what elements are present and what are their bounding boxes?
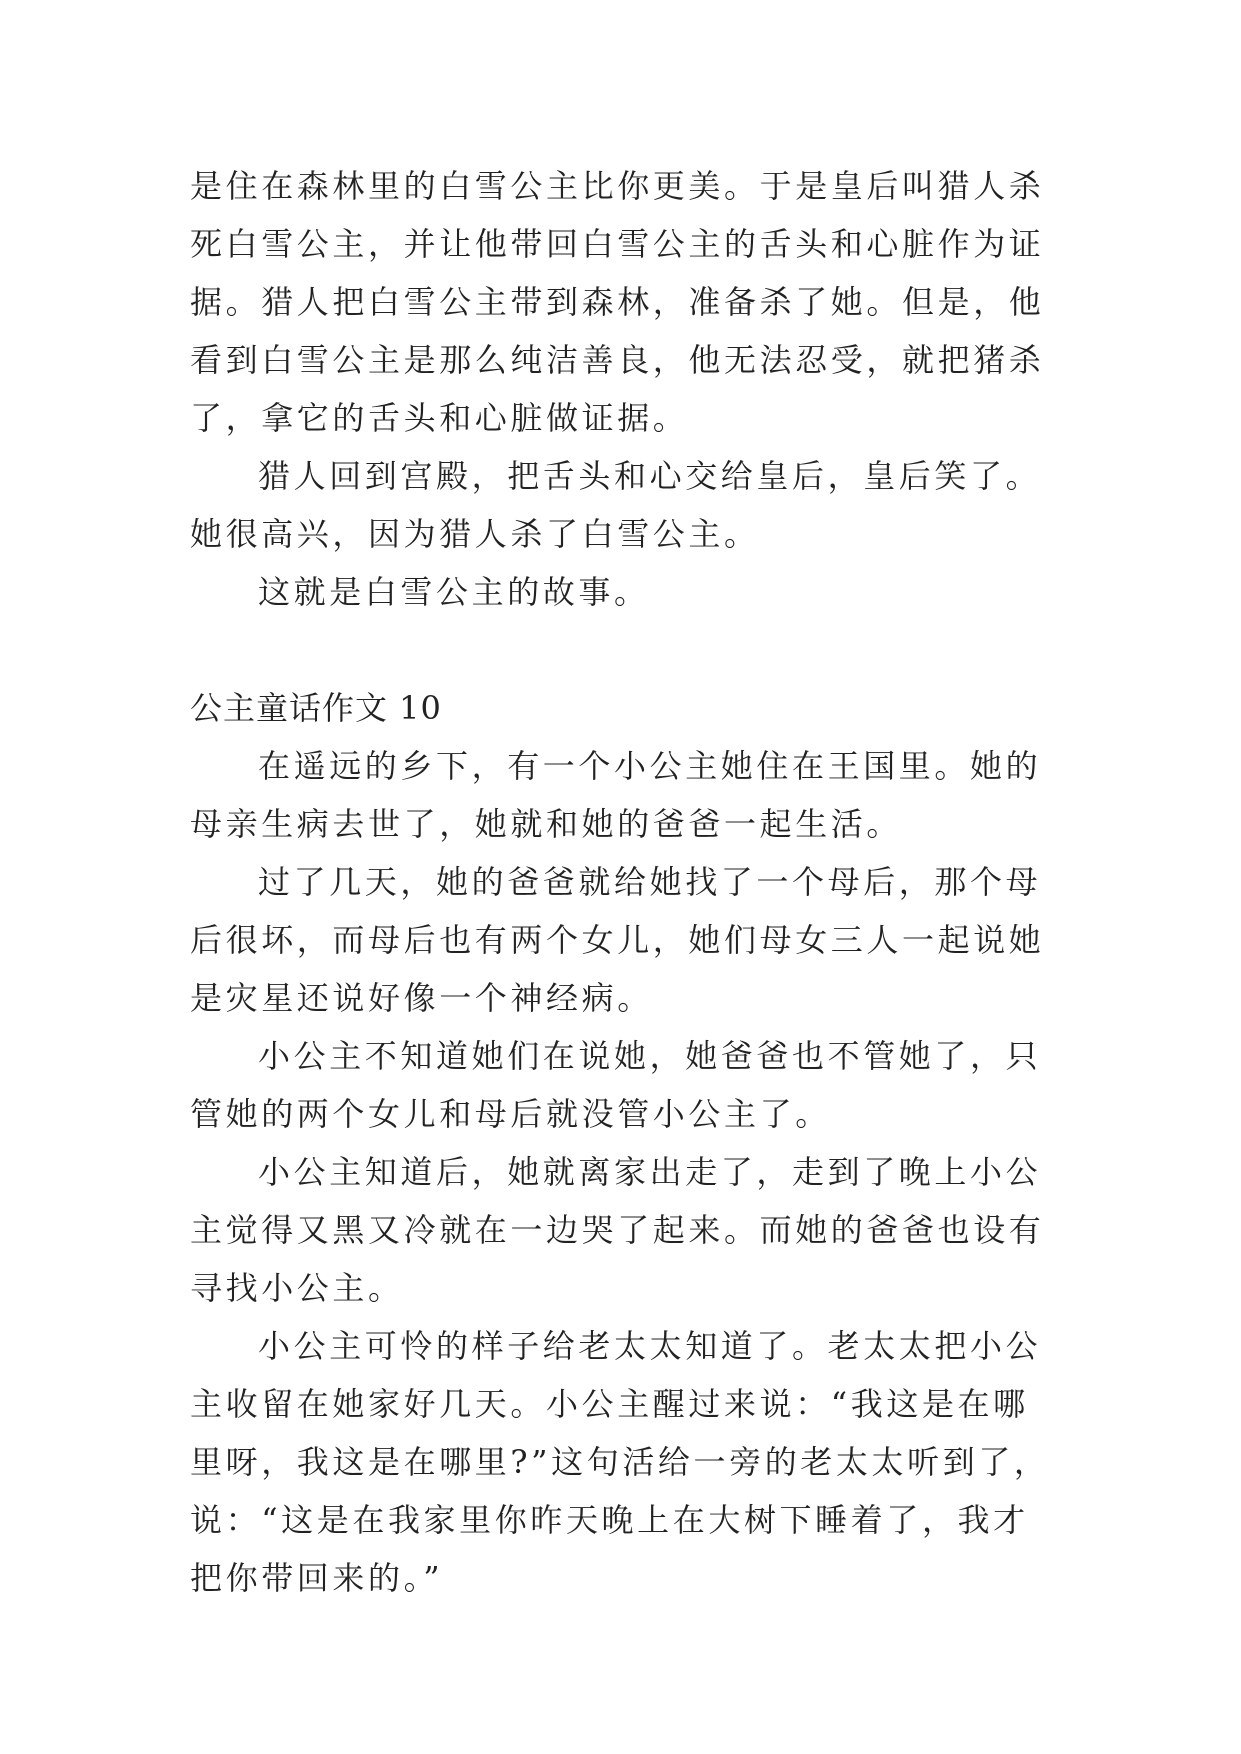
paragraph: 过了几天，她的爸爸就给她找了一个母后，那个母后很坏，而母后也有两个女儿，她们母女三人一起说她是灾星还说好像一个神经病。 <box>190 863 1045 1017</box>
document-body <box>190 157 1060 1607</box>
paragraph: 在遥远的乡下，有一个小公主她住在王国里。她的母亲生病去世了，她就和她的爸爸一起生活。 <box>190 747 1042 843</box>
paragraph: 小公主可怜的样子给老太太知道了。老太太把小公主收留在她家好几天。小公主醒过来说：“我这是在哪里呀，我这是在哪里?”这句活给一旁的老太太听到了，说：“这是在我家里你昨天晚上在大树下睡着了，我才把你带回来的。” <box>190 1327 1050 1597</box>
paragraph: 这就是白雪公主的故事。 <box>258 573 650 611</box>
paragraph: 小公主不知道她们在说她，她爸爸也不管她了，只管她的两个女儿和母后就没管小公主了。 <box>190 1037 1042 1133</box>
paragraph-continuation: 是住在森林里的白雪公主比你更美。于是皇后叫猎人杀死白雪公主，并让他带回白雪公主的舌头和心脏作为证据。猎人把白雪公主带到森林，准备杀了她。但是，他看到白雪公主是那么纯洁善良，他无法忍受，就把猪杀了，拿它的舌头和心脏做证据。 <box>190 167 1045 437</box>
paragraph: 小公主知道后，她就离家出走了，走到了晚上小公主觉得又黑又冷就在一边哭了起来。而她的爸爸也设有寻找小公主。 <box>190 1153 1045 1307</box>
section-heading: 公主童话作文 10 <box>190 689 442 727</box>
paragraph: 猎人回到宫殿，把舌头和心交给皇后，皇后笑了。她很高兴，因为猎人杀了白雪公主。 <box>190 457 1042 553</box>
